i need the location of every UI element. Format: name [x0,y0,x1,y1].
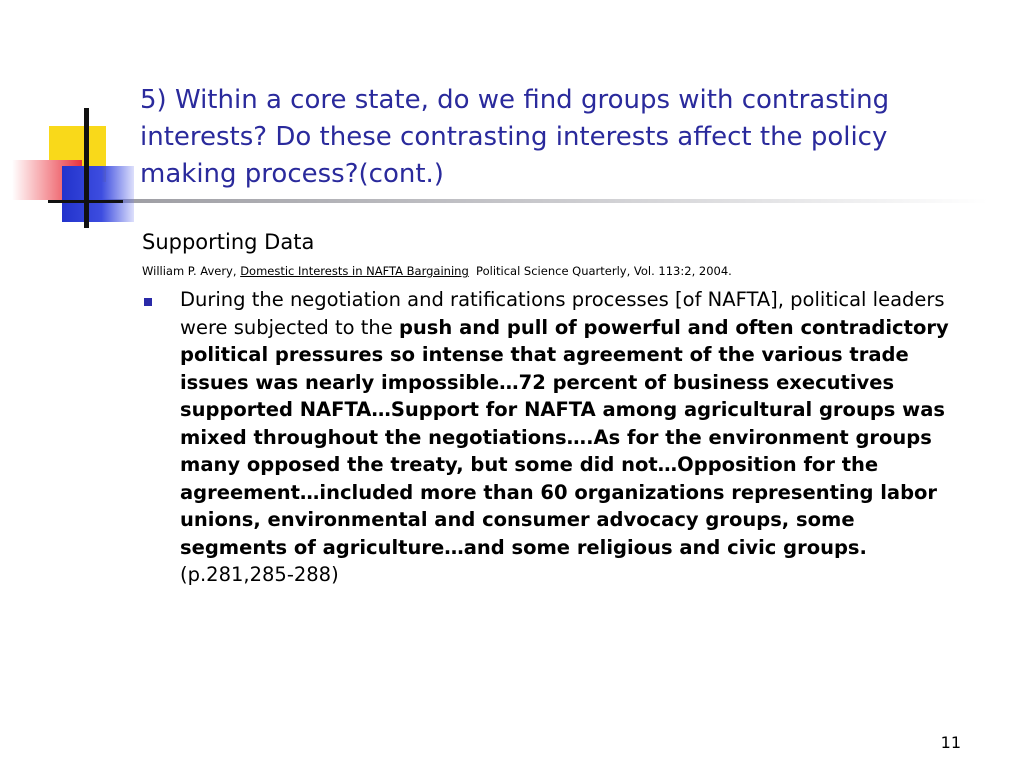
title-underline [88,199,988,203]
citation [142,264,732,278]
horizontal-black-line [48,200,123,203]
square-bullet-icon [144,298,152,306]
bullet-item [180,286,952,589]
vertical-black-line [84,108,89,228]
bullet-plain-text: During the negotiation and ratifications processes [of NAFTA], political leaders were subjected to the [180,288,945,339]
bullet-list [142,286,952,589]
bullet-bold-quote: push and pull of powerful and often contradictory political pressures so intense that agreement of the various trade issues was nearly impossible…72 percent of business executives supported NAFTA…Support for NAFTA among agricultural groups was mixed throughout the negotiations….As for the environment groups many opposed the treaty, but some did not…Opposition for the agreement…included more than 60 organizations representing labor unions, environmental and consumer advocacy groups, some segments of agriculture…and some religious and civic groups. [180,315,949,559]
blue-square [62,166,134,222]
slide-title: 5) Within a core state, do we find groups with contrasting interests? Do these contrasting interests affect the policy making process?(cont.) [140,85,890,189]
citation-journal: Political Science Quarterly, Vol. 113:2, 2004. [468,264,732,278]
page-number: 11 [940,733,961,752]
citation-book-title: Domestic Interests in NAFTA Bargaining [240,264,469,278]
slide-subtitle: Supporting Data [142,230,315,254]
bullet-page-reference: (p.281,285-288) [180,563,339,586]
citation-author: William P. Avery, [142,264,241,278]
